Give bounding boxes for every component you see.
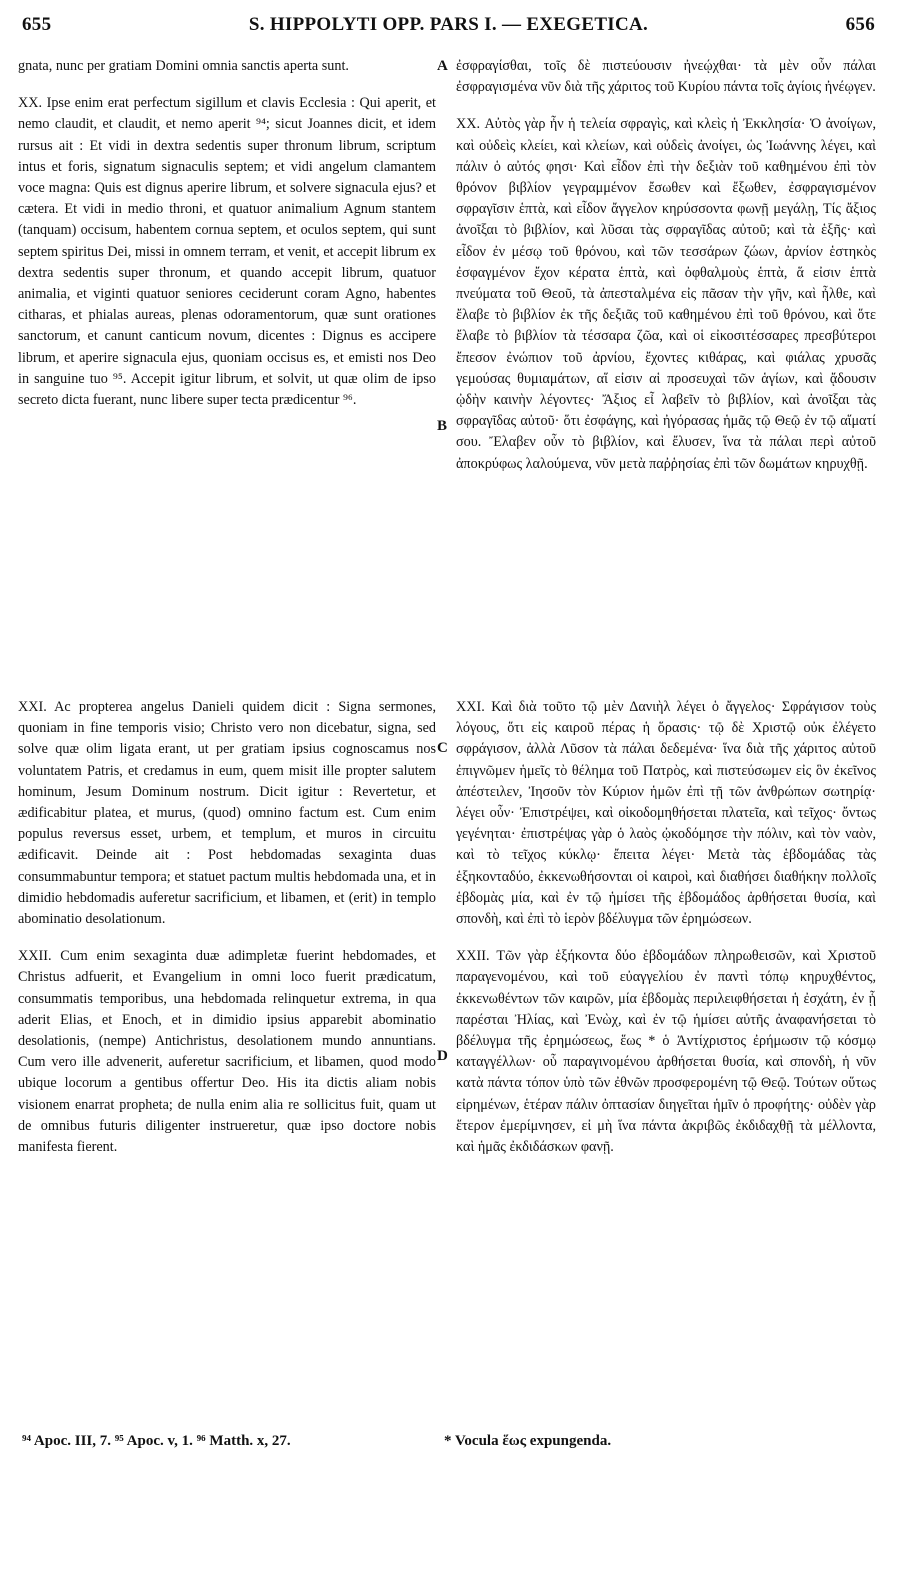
page-number-right: 656 (845, 14, 875, 35)
page-number-left: 655 (22, 14, 52, 35)
footnotes-latin: ⁹⁴ Apoc. III, 7. ⁹⁵ Apoc. v, 1. ⁹⁶ Matth. x, 27. (22, 1433, 291, 1449)
greek-section-xxi: XXI. Καὶ διὰ τοῦτο τῷ μὲν Δανιὴλ λέγει ὁ ἄγγελος· Σφράγισον τοὺς λόγους, ὅτι εἰς καιροῦ πέρας ἡ ὅρασις· τῷ δὲ Χριστῷ οὐκ ἐλέγετο σφράγισον, ἀλλὰ Λῦσον τὰ πάλαι δεδεμένα· ἵνα διὰ τῆς χάριτος αὐτοῦ ἐπιγνῶμεν ἡμεῖς τὸ θέλημα τοῦ Πατρὸς, καὶ πιστεύσωμεν εἰς ὃν ἐκεῖνος ἀπέστειλεν, Ἰησοῦν τὸν Κύριον ἡμῶν ἐπὶ τῇ τῶν ἀνθρώπων σωτηρίᾳ· λέγει οὖν· Ἐπιστρέψει, καὶ οἰκοδομηθήσεται πλατεῖα, καὶ τεῖχος· ὄντως γεγένηται· ἐπιστρέψας γὰρ ὁ λαὸς ᾠκοδόμησε τὴν πόλιν, καὶ τὸν ναὸν, καὶ τὸ τεῖχος κύκλῳ· ἔπειτα λέγει· Μετὰ τὰς ἑβδομάδας τὰς ἑξηκονταδύο, ἐκκενωθήσονται οἱ καιροὶ, καὶ διαθήσει διαθήκην πολλοῖς ἑβδομὰς μία, καὶ ἐν τῷ ἡμίσει τῆς ἑβδομάδος ἀρθήσεται θυσία, καὶ σπονδὴ, καὶ ἐπὶ τὸ ἱερὸν βδέλυγμα τῶν ἐρημώσεων. (456, 699, 876, 928)
greek-column (456, 56, 876, 475)
footnote-greek: * Vocula ἕως expungenda. (444, 1433, 612, 1449)
latin-column (18, 56, 436, 411)
margin-letter-c: C (437, 740, 448, 756)
greek-section-xx: XX. Αὐτὸς γὰρ ἦν ἡ τελεία σφραγὶς, καὶ κλεὶς ἡ Ἐκκλησία· Ὁ ἀνοίγων, καὶ οὐδεὶς κλείει, καὶ κλείων, καὶ οὐδεὶς ἀνοίγει, ὡς Ἰωάννης λέγει, καὶ πάλιν ὁ αὐτός φησι· Καὶ εἶδον ἐπὶ τὴν δεξιὰν τοῦ καθημένου ἐπὶ τὸν θρόνον βιβλίον γεγραμμένον ἔσωθεν καὶ ἔξωθεν, ἐσφραγισμένον σφραγῖσιν ἑπτὰ, καὶ εἶδον ἄγγελον κηρύσσοντα φωνῇ μεγάλῃ, Τίς ἄξιος ἀνοῖξαι τὸ βιβλίον, καὶ λῦσαι τὰς σφραγῖδας αὐτοῦ; καὶ τὰ ἑξῆς· καὶ εἶδον ἐν μέσῳ τοῦ θρόνου, καὶ τῶν τεσσάρων ζώων, ἀρνίον ἑστηκὸς ἐσφαγμένον ἔχον κέρατα ἑπτὰ, καὶ ὀφθαλμοὺς ἑπτὰ, ἅ εἰσιν ἑπτὰ πνεύματα τοῦ Θεοῦ, τὰ ἀπεσταλμένα εἰς πᾶσαν τὴν γῆν, καὶ ἦλθε, καὶ ἔλαβε τὸ βιβλίον ἐκ τῆς δεξιᾶς τοῦ καθημένου ἐπὶ τοῦ θρόνου, καὶ ὅτε ἔλαβε τὸ βιβλίον τὰ τέσσαρα ζῶα, καὶ οἱ εἰκοσιτέσσαρες πρεσβύτεροι ἔπεσον ἐνώπιον τοῦ ἀρνίου, ἔχοντες κιθάρας, καὶ φιάλας χρυσᾶς γεμούσας θυμιαμάτων, αἵ εἰσιν αἱ προσευχαὶ τῶν ἁγίων, καὶ ᾄδουσιν ᾠδὴν καινὴν λέγοντες· Ἄξιος εἶ λαβεῖν τὸ βιβλίον, καὶ ἀνοῖξαι τὰς σφραγῖδας αὐτοῦ· ὅτι ἐσφάγης, καὶ ἠγόρασας ἡμᾶς τῷ Θεῷ ἐν τῷ αἵματί σου. Ἔλαβεν οὖν τὸ βιβλίον, καὶ ἔλυσεν, ἵνα τὰ πάλαι περὶ αὐτοῦ ἀποκρύφως λαλούμενα, νῦν μετὰ παῤῥησίας ἐπὶ τῶν δωμάτων κηρυχθῇ. (456, 116, 876, 472)
running-header (22, 14, 875, 44)
greek-continuation: ἐσφραγίσθαι, τοῖς δὲ πιστεύουσιν ἠνεῴχθαι· τὰ μὲν οὖν πάλαι ἐσφραγισμένα νῦν διὰ τῆς χάριτος τοῦ Κυρίου πάντα τοῖς ἁγίοις ἠνέῳγεν. (456, 58, 876, 96)
latin-section-xx: XX. Ipse enim erat perfectum sigillum et clavis Ecclesia : Qui aperit, et nemo claudit, et claudit, et nemo aperit ⁹⁴; sicut Joannes dicit, et idem rursus ait : Et vidi in dextra sedentis super thronum librum, scriptum intus et foris, signatum signaculis septem; et vidi angelum clamantem voce magna: Quis est dignus aperire librum, et solvere signacula ejus? et cætera. Et vidi in medio throni, et quatuor animalium Agnum stantem (tanquam) occisum, habentem cornua septem, et oculos septem, qui sunt septem spiritus Dei, missi in omnem terram, et venit, et accepit librum ex dextra sedentis super thronum, et quando accepit librum, quatuor animalia, et viginti quatuor seniores ceciderunt coram Agno, habentes citharas, et phialas aureas, plenas odoramentorum, quæ sunt orationes sanctorum, et canunt canticum novum, dicentes : Dignus es accipere librum, et aperire signacula ejus, quoniam occisus es, et emisti nos Deo in sanguine tuo ⁹⁵. Accepit igitur librum, et solvit, ut quæ olim de ipso secreto dicta fuerant, nunc libere super tecta prædicentur ⁹⁶. (18, 95, 436, 409)
margin-letter-a: A (437, 58, 448, 74)
latin-continuation: gnata, nunc per gratiam Domini omnia sanctis aperta sunt. (18, 58, 349, 74)
margin-letter-d: D (437, 1048, 448, 1064)
margin-letter-b: B (437, 418, 448, 434)
running-title: S. HIPPOLYTI OPP. PARS I. — EXEGETICA. (248, 14, 649, 35)
greek-section-xxii: XXII. Τῶν γὰρ ἑξήκοντα δύο ἑβδομάδων πληρωθεισῶν, καὶ Χριστοῦ παραγενομένου, καὶ τοῦ εὐαγγελίου ἐν παντὶ τόπῳ κηρυχθέντος, ἐκκενωθέντων τῶν καιρῶν, μία ἑβδομὰς περιλειφθήσεται ἡ ἐσχάτη, ἐν ᾗ παρέσται Ἠλίας, καὶ Ἐνὼχ, καὶ ἐν τῷ ἡμίσει αὐτῆς ἀναφανήσεται τὸ βδέλυγμα τῆς ἐρημώσεως, ἕως * ὁ Ἀντίχριστος ἐρήμωσιν τῷ κόσμῳ καταγγέλλων· οὗ παραγινομένου ἀρθήσεται θυσία, καὶ σπονδὴ, ἡ νῦν κατὰ πάντα τόπον ὑπὸ τῶν ἐθνῶν προσφερομένη τῷ Θεῷ. Τούτων οὕτως εἰρημένων, ἑτέραν πάλιν ὀπτασίαν διηγεῖται ἡμῖν ὁ προφήτης· οὐδὲν γὰρ ἕτερον ἐμερίμνησεν, εἰ μὴ ἵνα πάντα ἀκριβῶς ἐκδιδαχθῇ τὰ μέλλοντα, καὶ ἡμᾶς ἐκδιδάσκων φανῇ. (456, 948, 876, 1156)
greek-column-lower (456, 697, 876, 1158)
latin-section-xxi: XXI. Ac propterea angelus Danieli quidem dicit : Signa sermones, quoniam in fine temporis visio; Christo vero non dicebatur, signa, sed solve quæ olim ligata erant, ut per gratiam ipsius cognoscamus nos voluntatem Patris, et credamus in eum, quem misit ille propter salutem hominum, Jesum Dominum nostrum. Dicit igitur : Revertetur, et ædificabitur platea, et murus, (quod) omnino factum est. Cum enim populus reversus esset, urbem, et templum, et muros in circuitu ædificavit. Deinde ait : Post hebdomadas sexaginta duas consummabuntur tempora; et statuet pactum multis hebdomada una, et in dimidio hebdomadis auferetur sacrificium, et libamen, et (erit) in templo abominatio desolationum. (18, 699, 436, 928)
latin-column-lower (18, 697, 436, 1158)
latin-section-xxii: XXII. Cum enim sexaginta duæ adimpletæ fuerint hebdomades, et Christus adfuerit, et Evangelium in omni loco fuerit prædicatum, consummatis temporibus, una hebdomada relinquetur extrema, in qua aderit Elias, et Enoch, et in dimidio ipsius apparebit abominatio desolationis, (nempe) Antichristus, desolationem mundo annuntians. Cum vero ille advenerit, auferetur sacrificium, et libamen, quod modo ubique locorum a gentibus offertur Deo. His ita dictis aliam nobis visionem enarrat propheta; de nulla enim alia re sollicitus fuit, quam ut de omnibus futuris diligenter instrueretur, quæ ipso doctore nobis manifesta fierent. (18, 948, 436, 1156)
